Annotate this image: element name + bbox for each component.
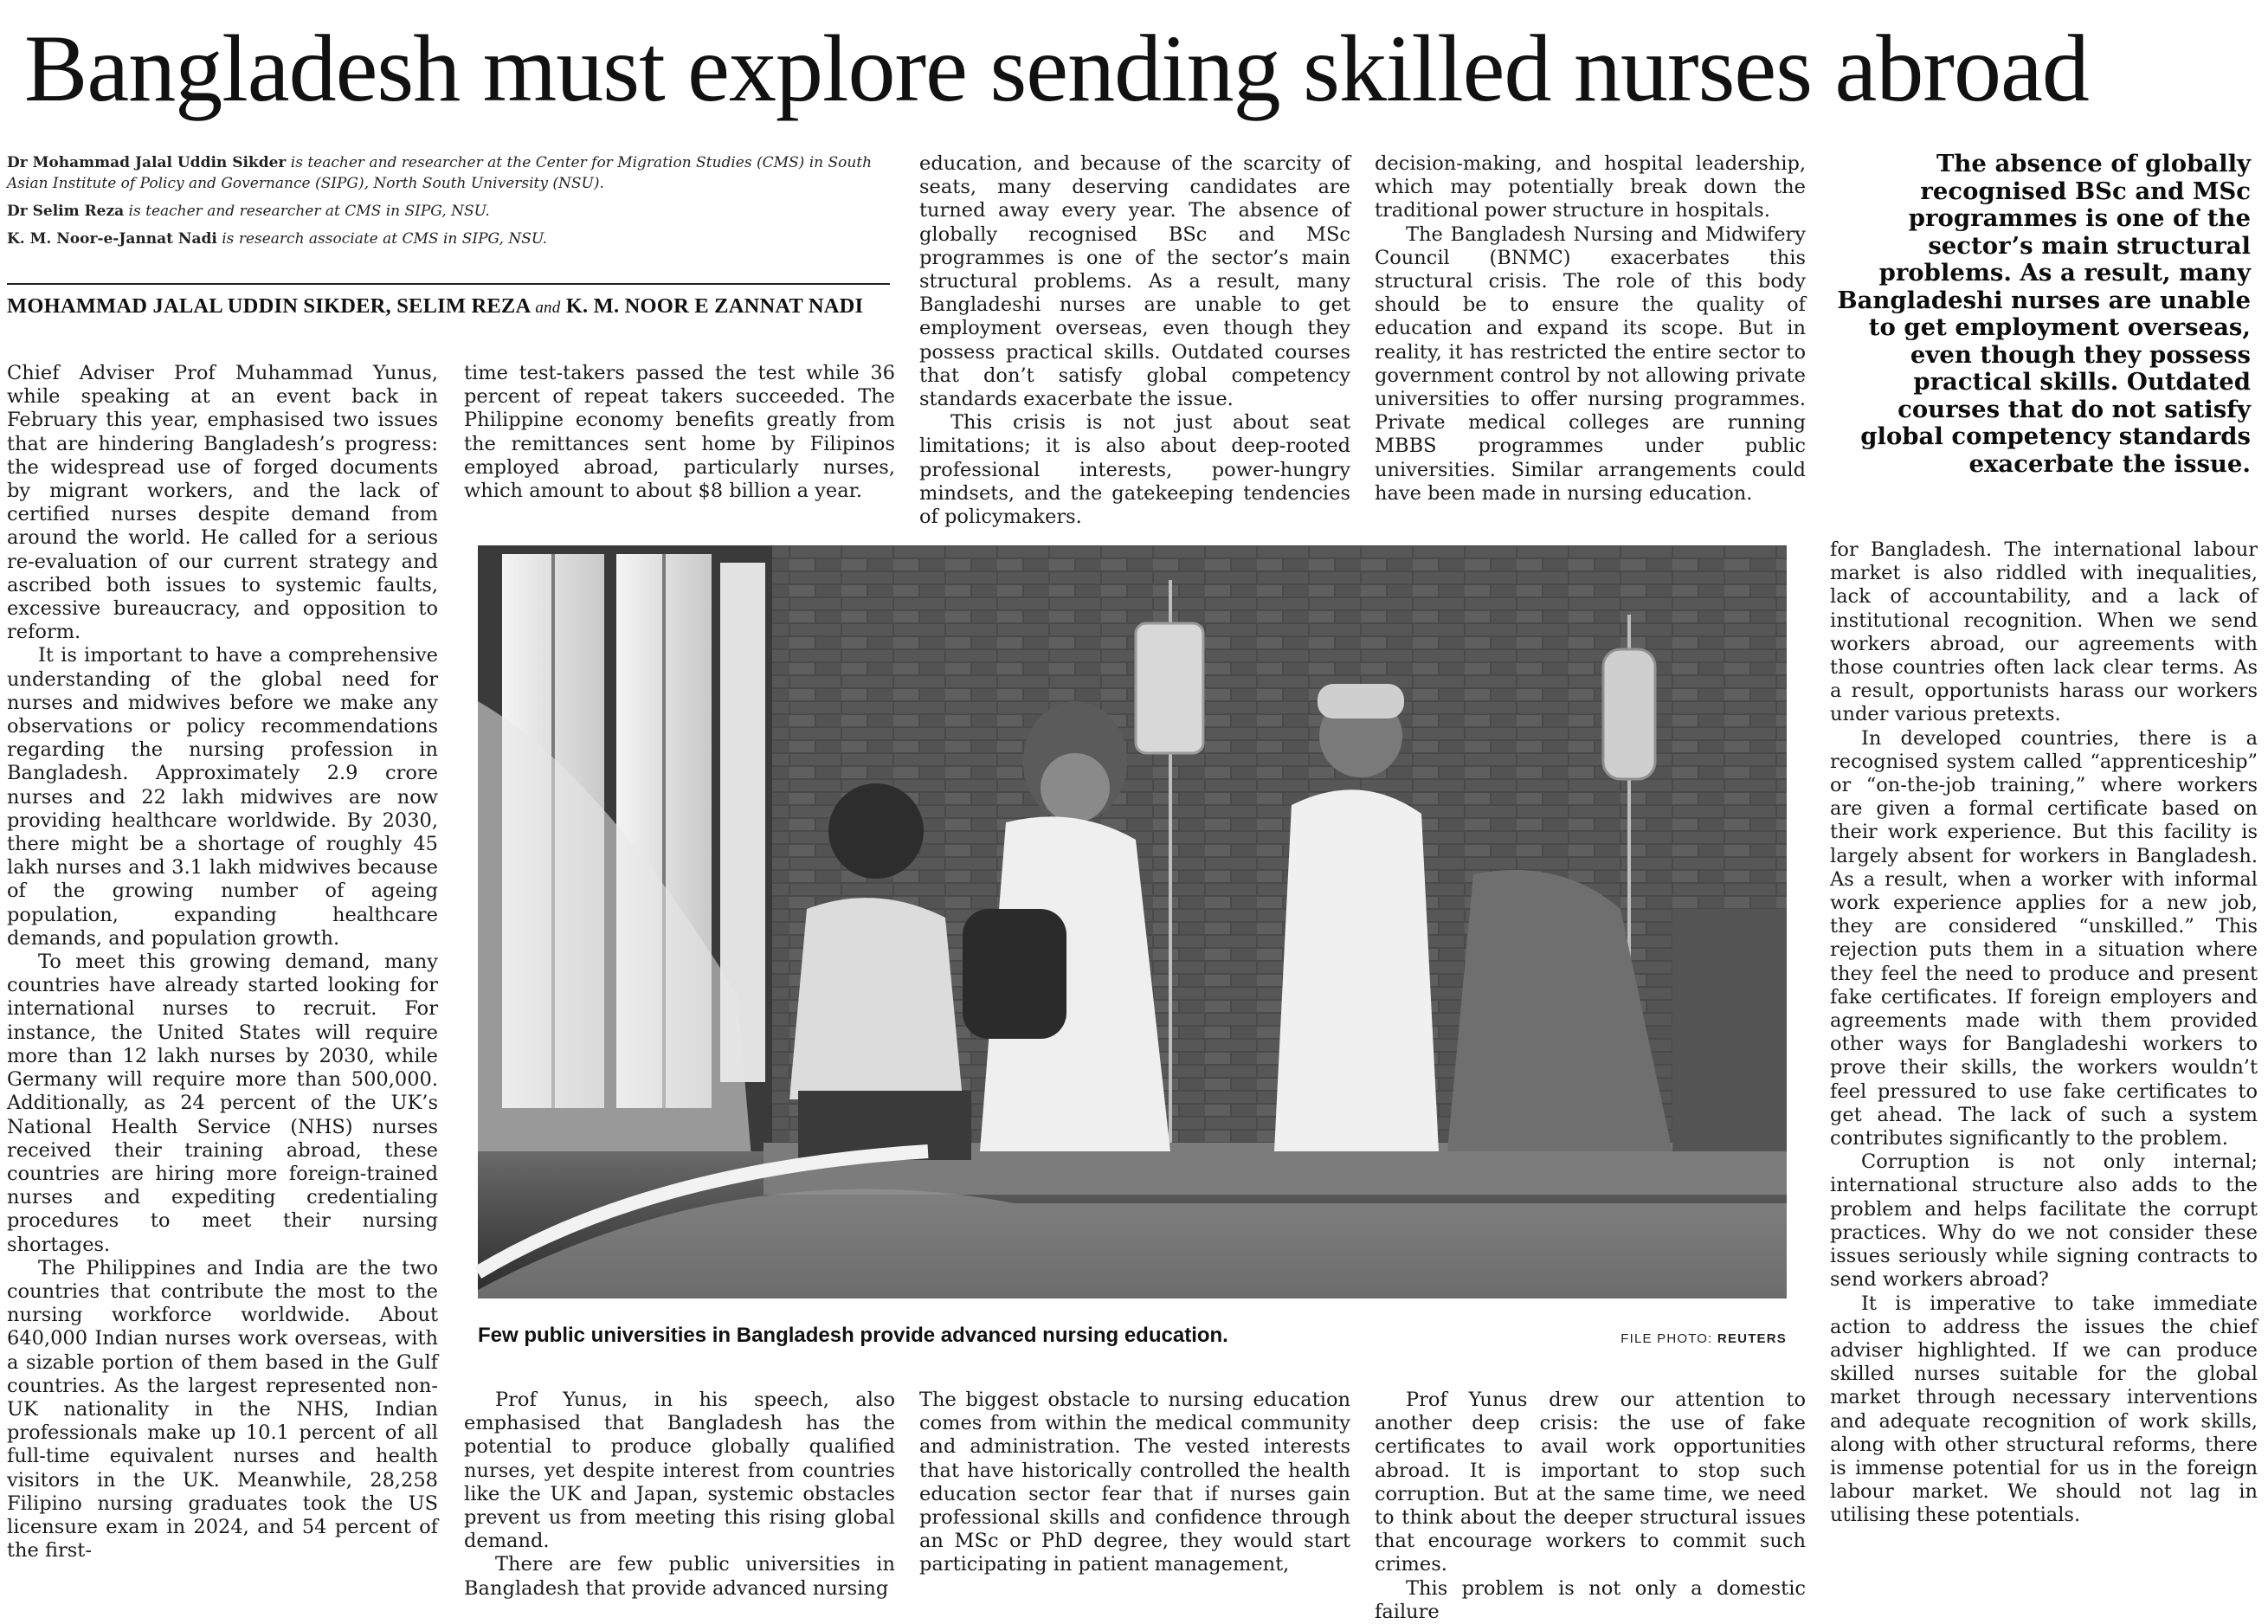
article-paragraph: This problem is not only a domestic failure (1375, 1576, 1806, 1623)
author-bio (7, 229, 890, 249)
author-bio-name: Dr Selim Reza (7, 203, 125, 220)
article-paragraph: Chief Adviser Prof Muhammad Yunus, while speaking at an event back in February this year, emphasised two issues that are hindering Bangladesh’s progress: the widespread use of forged documents by migrant workers, and the lack of certified nurses despite demand from around the world. He called for a serious re-evaluation of our current strategy and ascribed both issues to systemic faults, excessive bureaucracy, and opposition to reform. (7, 362, 438, 644)
headline: Bangladesh must explore sending skilled nurses abroad (24, 16, 2089, 121)
hospital-ward-photo (478, 545, 1787, 1299)
author-bio-name: K. M. Noor-e-Jannat Nadi (7, 230, 217, 248)
photo-credit-source: REUTERS (1717, 1331, 1787, 1346)
article-paragraph: There are few public universities in Bangladesh that provide advanced nursing (464, 1553, 895, 1600)
article-paragraph: It is imperative to take immediate action to address the issues the chief adviser highlighted. If we can produce skilled nurses suitable for the global market through necessary interventions and adequate recognition of work skills, along with other structural reforms, there is immense potential for us in the foreign labour market. We should not lag in utilising these potentials. (1830, 1292, 2258, 1527)
article-column-3-bottom (919, 1389, 1350, 1605)
article-paragraph: for Bangladesh. The international labour market is also riddled with inequalities, lack of accountability, and a lack of institutional recognition. When we send workers abroad, our agreements with those countries often lack clear terms. As a result, opportunists harass our workers under various pretexts. (1830, 538, 2258, 726)
article-column-4-top (1375, 152, 1806, 516)
news-photo (478, 545, 1787, 1299)
article-column-2-bottom (464, 1389, 895, 1605)
byline (7, 292, 890, 323)
article-paragraph: Prof Yunus, in his speech, also emphasised that Bangladesh has the potential to produce globally qualified nurses, yet despite interest from countries like the UK and Japan, systemic obstacles prevent us from meeting this rising global demand. (464, 1389, 895, 1553)
photo-credit (1558, 1331, 1787, 1346)
byline-connector: and (535, 299, 561, 317)
article-paragraph: The Bangladesh Nursing and Midwifery Council (BNMC) exacerbates this structural crisis. The role of this body should be to ensure the quality of education and expand its scope. But in reality, it has restricted the entire sector to government control by not allowing private universities to offer nursing programmes. Private medical colleges are running MBBS programmes under public universities. Similar arrangements could have been made in nursing education. (1375, 222, 1806, 505)
article-paragraph: To meet this growing demand, many countries have already started looking for international nurses to recruit. For instance, the United States will require more than 12 lakh nurses by 2030, while Germany will require more than 500,000. Additionally, as 24 percent of the UK’s National Health Service (NHS) nurses received their training abroad, these countries are hiring more foreign-trained nurses and expediting credentialing procedures to meet their nursing shortages. (7, 951, 438, 1256)
article-column-3-top (919, 152, 1350, 529)
author-bio-name: Dr Mohammad Jalal Uddin Sikder (7, 154, 287, 171)
article-paragraph: education, and because of the scarcity of seats, many deserving candidates are turned away every year. The absence of globally recognised BSc and MSc programmes is one of the sector’s main structural problems. As a result, many Bangladeshi nurses are unable to get employment overseas, even though they possess practical skills. Outdated courses that don’t satisfy global competency standards exacerbate the issue. (919, 152, 1350, 411)
author-bio-text: is teacher and researcher at the Center for Migration Studies (CMS) in South Asian Institute of Policy and Governance (SIPG), North South University (NSU). (7, 154, 873, 192)
photo-credit-prefix: FILE PHOTO: (1620, 1331, 1717, 1346)
article-paragraph: time test-takers passed the test while 36 percent of repeat takers succeeded. The Philippine economy benefits greatly from the remittances sent home by Filipinos employed abroad, particularly nurses, which amount to about $8 billion a year. (464, 362, 895, 503)
author-bio-text: is teacher and researcher at CMS in SIPG, NSU. (124, 203, 490, 220)
article-paragraph: The Philippines and India are the two countries that contribute the most to the nursing workforce worldwide. About 640,000 Indian nurses work overseas, with a sizable portion of them based in the Gulf countries. As the largest represented non-UK nationality in the NHS, Indian professionals make up 10.1 percent of all full-time equivalent nurses and health visitors in the UK. Meanwhile, 28,258 Filipino nursing graduates took the US licensure exam in 2024, and 54 percent of the first- (7, 1256, 438, 1563)
article-column-2-top (464, 362, 895, 509)
pull-quote: The absence of globally recognised BSc and MSc programmes is one of the sector’s main structural problems. As a result, many Bangladeshi nurses are unable to get employment overseas, even though they possess practical skills. Outdated courses that do not satisfy global competency standards exacerbate the issue. (1837, 150, 2251, 478)
author-bio (7, 152, 890, 194)
article-column-4-bottom (1375, 1389, 1806, 1623)
byline-authors: K. M. NOOR E ZANNAT NADI (560, 294, 864, 318)
byline-authors: MOHAMMAD JALAL UDDIN SIKDER, SELIM REZA (7, 294, 536, 318)
byline-divider (7, 283, 890, 285)
article-column-1 (7, 362, 438, 1605)
article-column-5 (1830, 538, 2258, 1605)
article-paragraph: The biggest obstacle to nursing education comes from within the medical community and administration. The vested interests that have historically controlled the health education sector fear that if nurses gain professional skills and confidence through an MSc or PhD degree, they would start participating in patient management, (919, 1389, 1350, 1576)
article-paragraph: It is important to have a comprehensive understanding of the global need for nurses and midwives before we make any observations or policy recommendations regarding the nursing profession in Bangladesh. Approximately 2.9 crore nurses and 22 lakh midwives are now providing healthcare worldwide. By 2030, there might be a shortage of roughly 45 lakh nurses and 3.1 lakh midwives because of the growing number of ageing population, expanding healthcare demands, and population growth. (7, 644, 438, 950)
article-paragraph: This crisis is not just about seat limitations; it is also about deep-rooted professional interests, power-hungry mindsets, and the gatekeeping tendencies of policymakers. (919, 411, 1350, 529)
photo-caption: Few public universities in Bangladesh provide advanced nursing education. (478, 1324, 1228, 1347)
article-paragraph: Corruption is not only internal; international structure also adds to the problem and helps facilitate the corrupt practices. Why do we not consider these issues seriously while signing contracts to send workers abroad? (1830, 1150, 2258, 1292)
author-bio-text: is research associate at CMS in SIPG, NSU. (216, 230, 548, 248)
article-paragraph: decision-making, and hospital leadership, which may potentially break down the traditional power structure in hospitals. (1375, 152, 1806, 222)
article-paragraph: In developed countries, there is a recognised system called “apprenticeship” or “on-the-job training,” where workers are given a formal certificate based on their work experience. But this facility is largely absent for workers in Bangladesh. As a result, when a worker with informal work experience applies for a new job, they are considered “unskilled.” This rejection puts them in a situation where they feel the need to produce and present fake certificates. If foreign employers and agreements made with them provided other ways for Bangladeshi workers to prove their skills, the workers wouldn’t feel pressured to use fake certificates to get ahead. The lack of such a system contributes significantly to the problem. (1830, 726, 2258, 1150)
article-paragraph: Prof Yunus drew our attention to another deep crisis: the use of fake certificates to avail work opportunities abroad. It is important to stop such corruption. But at the same time, we need to think about the deeper structural issues that encourage workers to commit such crimes. (1375, 1389, 1806, 1576)
author-bio (7, 201, 890, 222)
author-bios (7, 152, 890, 256)
